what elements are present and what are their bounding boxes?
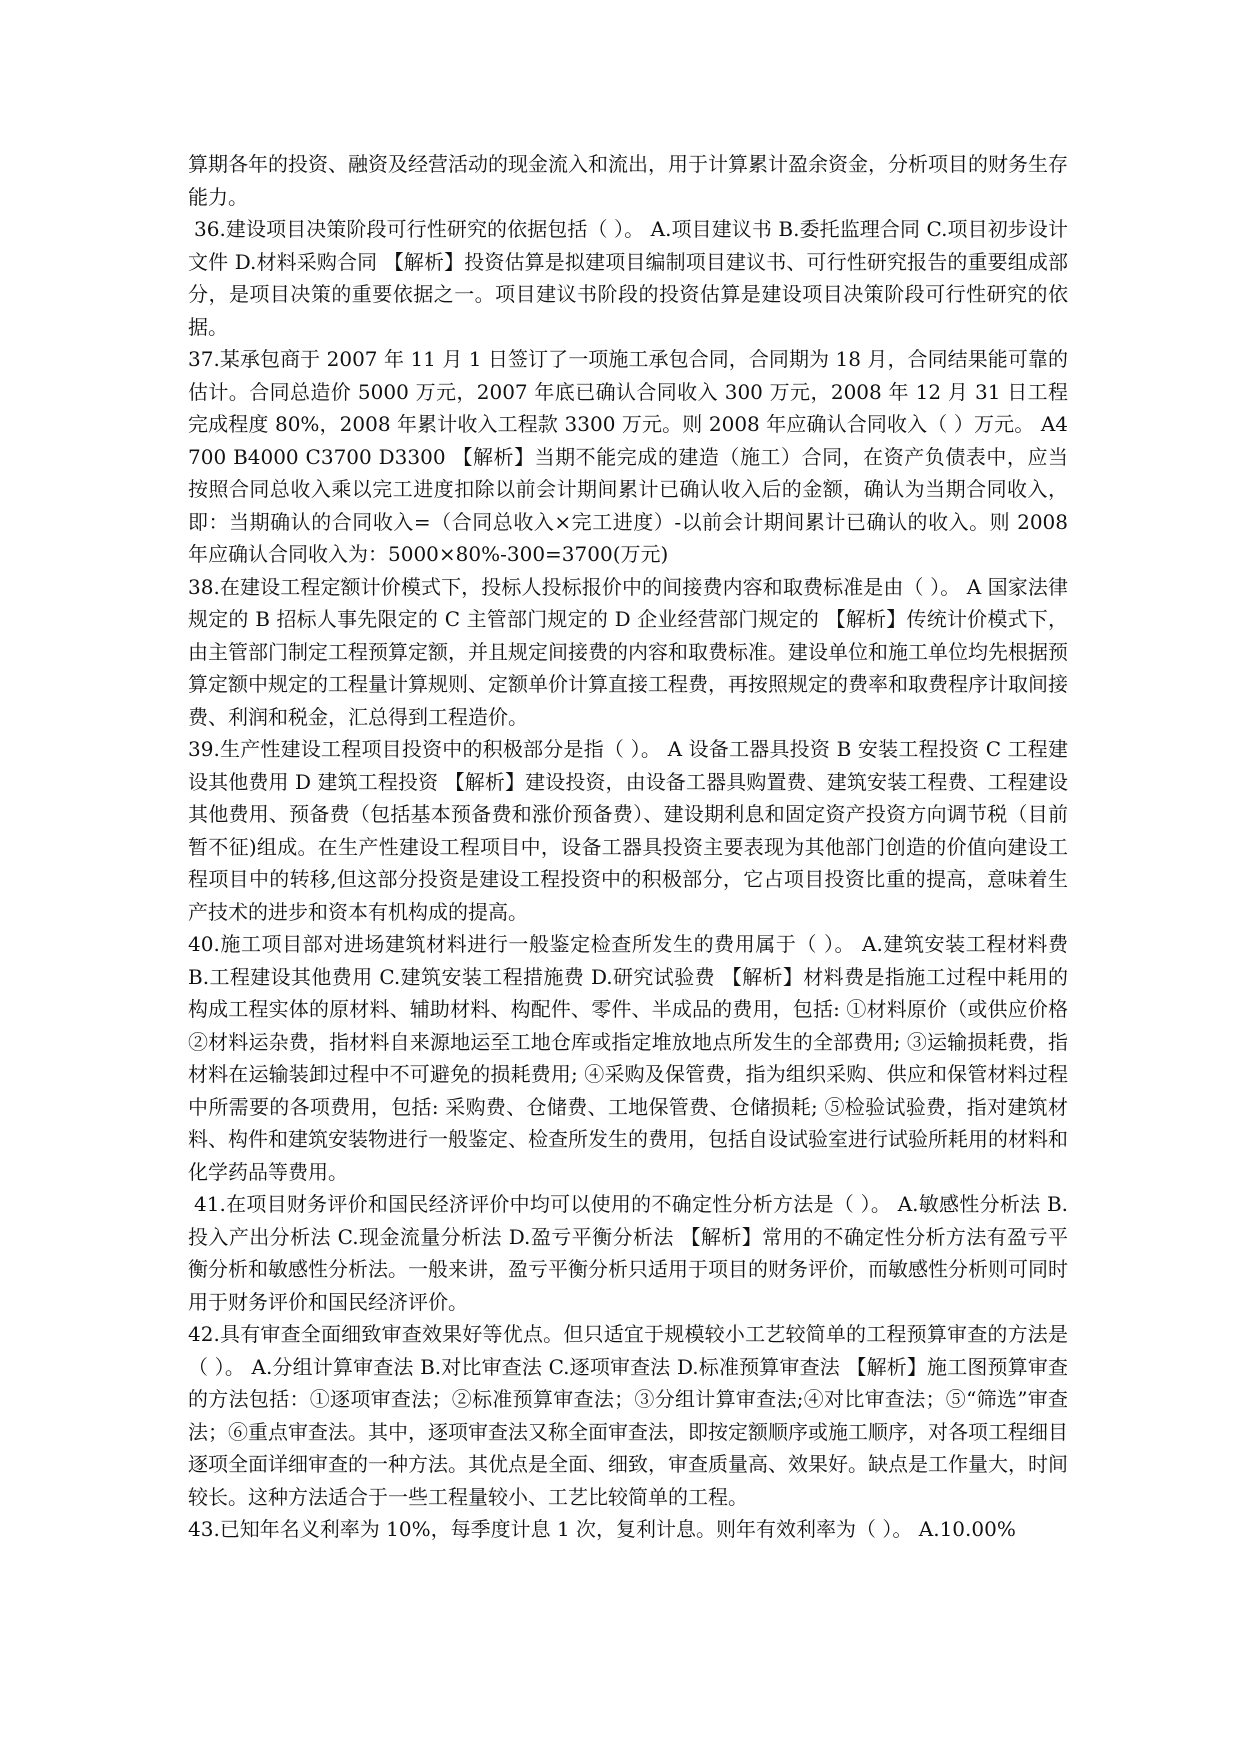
- paragraph-continued: 算期各年的投资、融资及经营活动的现金流入和流出，用于计算累计盈余资金，分析项目的财务生存能力。: [188, 152, 1068, 209]
- question-41: 41.在项目财务评价和国民经济评价中均可以使用的不确定性分析方法是（ ）。 A.敏感性分析法 B.投入产出分析法 C.现金流量分析法 D.盈亏平衡分析法 【解析】常用的不确定性分析方法有盈亏平衡分析和敏感性分析法。一般来讲，盈亏平衡分析只适用于项目的财务评价，而敏感性分析则可同时用于财务评价和国民经济评价。: [188, 1192, 1068, 1314]
- question-43: 43.已知年名义利率为 10%，每季度计息 1 次，复利计息。则年有效利率为（ ）。 A.10.00%: [188, 1517, 1016, 1541]
- question-38: 38.在建设工程定额计价模式下，投标人投标报价中的间接费内容和取费标准是由（ ）。 A 国家法律规定的 B 招标人事先限定的 C 主管部门规定的 D 企业经营部门规定的 【解析】传统计价模式下，由主管部门制定工程预算定额，并且规定间接费的内容和取费标准。建设单位和施工单位均先根据预算定额中规定的工程量计算规则、定额单价计算直接工程费，再按照规定的费率和取费程序计取间接费、利润和税金，汇总得到工程造价。: [188, 574, 1068, 729]
- document-page: [188, 148, 1068, 1546]
- question-40: 40.施工项目部对进场建筑材料进行一般鉴定检查所发生的费用属于（ ）。 A.建筑安装工程材料费 B.工程建设其他费用 C.建筑安装工程措施费 D.研究试验费 【解析】材料费是指施工过程中耗用的构成工程实体的原材料、辅助材料、构配件、零件、半成品的费用，包括: ①材料原价（或供应价格②材料运杂费，指材料自来源地运至工地仓库或指定堆放地点所发生的全部费用; ③运输损耗费，指材料在运输装卸过程中不可避免的损耗费用; ④采购及保管费，指为组织采购、供应和保管材料过程中所需要的各项费用，包括: 采购费、仓储费、工地保管费、仓储损耗; ⑤检验试验费，指对建筑材料、构件和建筑安装物进行一般鉴定、检查所发生的费用，包括自设试验室进行试验所耗用的材料和化学药品等费用。: [188, 932, 1068, 1184]
- question-36: 36.建设项目决策阶段可行性研究的依据包括（ ）。 A.项目建议书 B.委托监理合同 C.项目初步设计文件 D.材料采购合同 【解析】投资估算是拟建项目编制项目建议书、可行性研究报告的重要组成部分，是项目决策的重要依据之一。项目建议书阶段的投资估算是建设项目决策阶段可行性研究的依据。: [188, 217, 1068, 339]
- question-39: 39.生产性建设工程项目投资中的积极部分是指（ ）。 A 设备工器具投资 B 安装工程投资 C 工程建设其他费用 D 建筑工程投资 【解析】建设投资，由设备工器具购置费、建筑安装工程费、工程建设其他费用、预备费（包括基本预备费和涨价预备费）、建设期利息和固定资产投资方向调节税（目前暂不征)组成。在生产性建设工程项目中，设备工器具投资主要表现为其他部门创造的价值向建设工程项目中的转移,但这部分投资是建设工程投资中的积极部分，它占项目投资比重的提高，意味着生产技术的进步和资本有机构成的提高。: [188, 737, 1068, 924]
- question-37: 37.某承包商于 2007 年 11 月 1 日签订了一项施工承包合同，合同期为 18 月，合同结果能可靠的估计。合同总造价 5000 万元，2007 年底已确认合同收入 300 万元，2008 年 12 月 31 日工程完成程度 80%，2008 年累计收入工程款 3300 万元。则 2008 年应确认合同收入（ ）万元。 A4700 B4000 C3700 D3300 【解析】当期不能完成的建造（施工）合同，在资产负债表中，应当按照合同总收入乘以完工进度扣除以前会计期间累计已确认收入后的金额，确认为当期合同收入，即：当期确认的合同收入=（合同总收入×完工进度）-以前会计期间累计已确认的收入。则 2008 年应确认合同收入为：5000×80%-300=3700(万元): [188, 347, 1068, 566]
- question-42: 42.具有审查全面细致审查效果好等优点。但只适宜于规模较小工艺较简单的工程预算审查的方法是（ ）。 A.分组计算审查法 B.对比审查法 C.逐项审查法 D.标准预算审查法 【解析】施工图预算审查的方法包括：①逐项审查法；②标准预算审查法；③分组计算审查法;④对比审查法；⑤“筛选”审查法；⑥重点审查法。其中，逐项审查法又称全面审查法，即按定额顺序或施工顺序，对各项工程细目逐项全面详细审查的一种方法。其优点是全面、细致，审查质量高、效果好。缺点是工作量大，时间较长。这种方法适合于一些工程量较小、工艺比较简单的工程。: [188, 1322, 1068, 1509]
